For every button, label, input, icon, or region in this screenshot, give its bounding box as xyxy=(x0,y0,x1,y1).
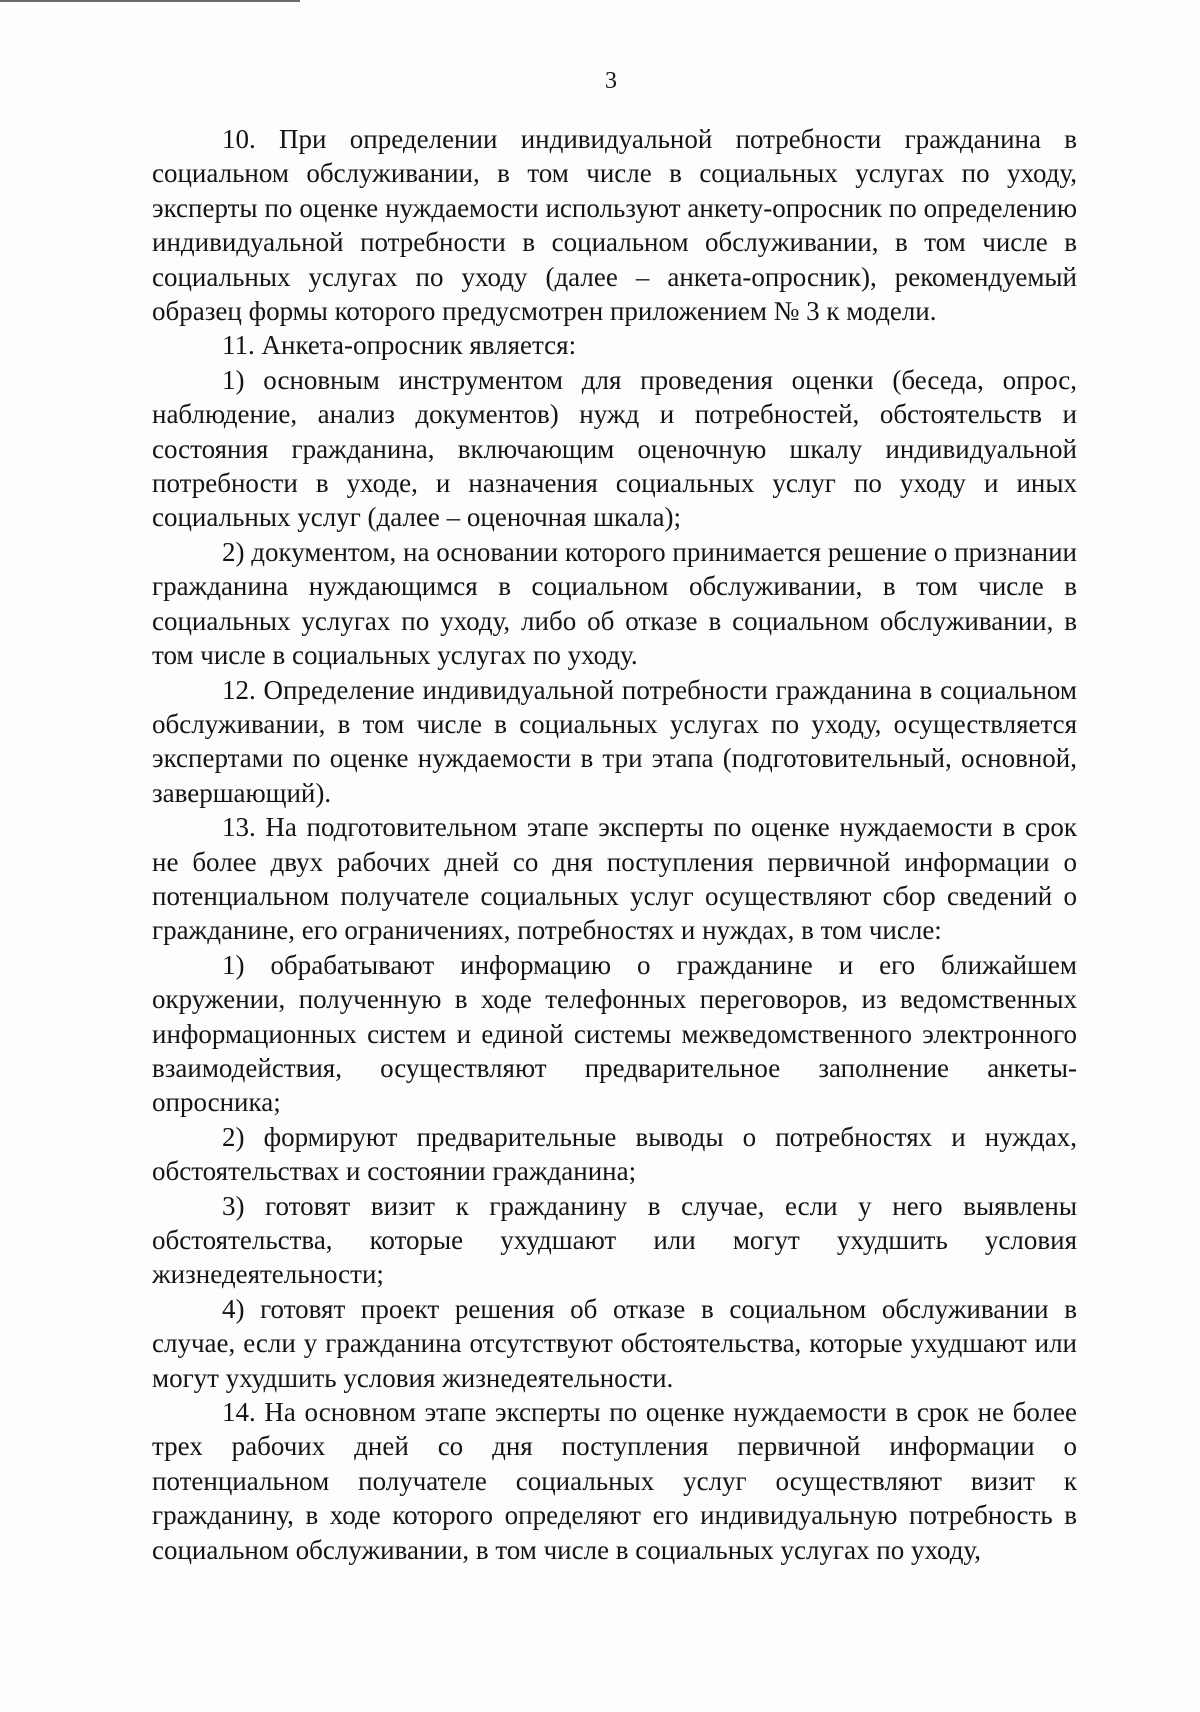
paragraph-13-item-3: 3) готовят визит к гражданину в случае, если у него выявлены обстоятельства, которые ухудшают или могут ухудшить условия жизнедеятельности; xyxy=(152,1190,1077,1290)
paragraph-14: 14. На основном этапе эксперты по оценке нуждаемости в срок не более трех рабочих дней со дня поступления первичной информации о потенциальном получателе социальных услуг осуществляют визит к гражданину, в ходе которого определяют его индивидуальную потребность в социальном обслуживании, в том числе в социальных услугах по уходу, xyxy=(152,1397,1077,1565)
scan-edge-line xyxy=(0,0,300,2)
paragraph-11-item-2: 2) документом, на основании которого принимается решение о признании гражданина нуждающимся в социальном обслуживании, в том числе в социальных услугах по уходу, либо об отказе в социальном обслуживании, в том числе в социальных услугах по уходу. xyxy=(152,536,1077,671)
page-number: 3 xyxy=(605,68,617,94)
paragraph-13-item-4: 4) готовят проект решения об отказе в социальном обслуживании в случае, если у гражданина отсутствуют обстоятельства, которые ухудшают или могут ухудшить условия жизнедеятельности. xyxy=(152,1293,1077,1393)
paragraph-12: 12. Определение индивидуальной потребности гражданина в социальном обслуживании, в том числе в социальных услугах по уходу, осуществляется экспертами по оценке нуждаемости в три этапа (подготовительный, основной, завершающий). xyxy=(152,674,1077,808)
paragraph-11-item-1: 1) основным инструментом для проведения оценки (беседа, опрос, наблюдение, анализ документов) нужд и потребностей, обстоятельств и состояния гражданина, включающим оценочную шкалу индивидуальной потребности в уходе, и назначения социальных услуг по уходу и иных социальных услуг (далее – оценочная шкала); xyxy=(152,364,1077,533)
document-body xyxy=(152,122,1077,1567)
paragraph-13: 13. На подготовительном этапе эксперты по оценке нуждаемости в срок не более двух рабочих дней со дня поступления первичной информации о потенциальном получателе социальных услуг осуществляют сбор сведений о гражданине, его ограничениях, потребностях и нуждах, в том числе: xyxy=(152,812,1077,946)
paragraph-13-item-1: 1) обрабатывают информацию о гражданине и его ближайшем окружении, полученную в ходе телефонных переговоров, из ведомственных информационных систем и единой системы межведомственного электронного взаимодействия, осуществляют предварительное заполнение анкеты-опросника; xyxy=(152,949,1077,1118)
paragraph-11: 11. Анкета-опросник является: xyxy=(222,330,577,361)
paragraph-10: 10. При определении индивидуальной потребности гражданина в социальном обслуживании, в том числе в социальных услугах по уходу, эксперты по оценке нуждаемости используют анкету-опросник по определению индивидуальной потребности в социальном обслуживании, в том числе в социальных услугах по уходу (далее – анкета-опросник), рекомендуемый образец формы которого предусмотрен приложением № 3 к модели. xyxy=(152,124,1077,327)
paragraph-13-item-2: 2) формируют предварительные выводы о потребностях и нуждах, обстоятельствах и состоянии гражданина; xyxy=(152,1121,1077,1187)
